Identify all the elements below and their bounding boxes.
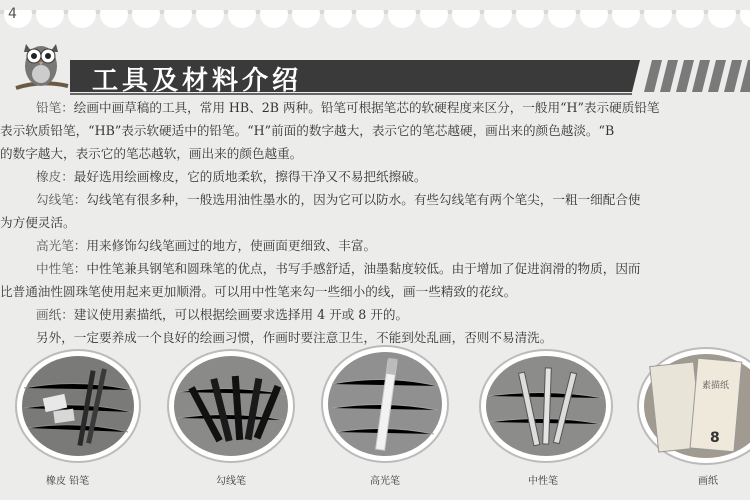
photo-strip — [0, 340, 750, 500]
paragraph-highlight-pen — [0, 234, 750, 257]
caption-liner-pen: 勾线笔 — [216, 476, 246, 487]
drawing-paper-photo — [636, 346, 750, 466]
highlight-pen-photo — [320, 344, 450, 464]
paper-brand: 素描纸 — [702, 381, 730, 391]
scalloped-border — [0, 0, 750, 30]
paragraph-line: 绘画中画草稿的工具，常用 HB、2B 两种。铅笔可根据笔芯的软硬程度来区分，一般用“H”表示硬质铅笔 — [73, 100, 660, 115]
paragraph-line: 用来修饰勾线笔画过的地方，使画面更细致、丰富。 — [86, 238, 377, 253]
paragraph-pencil — [0, 96, 750, 119]
paragraph-line: 勾线笔有很多种，一般选用油性墨水的，因为它可以防水。有些勾线笔有两个笔尖，一粗一细配合使 — [86, 192, 641, 207]
caption-paper: 画纸 — [698, 476, 718, 487]
paragraph-line: 中性笔兼具钢笔和圆珠笔的优点，书写手感舒适，油墨黏度较低。由于增加了促进润滑的物质，因而 — [86, 261, 641, 276]
paragraph-line: 为方便灵活。 — [0, 215, 76, 230]
page-title: 工具及材料介绍 — [92, 66, 303, 96]
paragraph-line: 另外，一定要养成一个良好的绘画习惯，作画时要注意卫生，不能到处乱画，否则不易清洗。 — [36, 330, 553, 345]
paragraph-line: 表示软质铅笔，“HB”表示软硬适中的铅笔。“H”前面的数字越大，表示它的笔芯越硬，画出来的颜色越淡。“B — [0, 123, 615, 138]
eraser-pencil-photo — [14, 348, 142, 464]
paragraph-line: 的数字越大，表示它的笔芯越软，画出来的颜色越重。 — [0, 146, 303, 161]
caption-gel-pen: 中性笔 — [528, 476, 558, 487]
term-label: 画纸： — [36, 307, 74, 322]
paragraph-gel-pen — [0, 257, 750, 280]
paragraph-paper — [0, 303, 750, 326]
paper-size-number: 8 — [710, 430, 720, 446]
owl-icon — [12, 28, 70, 96]
term-label: 高光笔： — [36, 238, 87, 253]
paragraph-line: 最好选用绘画橡皮，它的质地柔软，擦得干净又不易把纸擦破。 — [73, 169, 427, 184]
body-text — [0, 96, 750, 349]
paragraph-line: 比普通油性圆珠笔使用起来更加顺滑。可以用中性笔来勾一些细小的线，画一些精致的花纹。 — [0, 284, 517, 299]
liner-pen-photo — [166, 348, 296, 464]
gel-pen-photo — [478, 348, 614, 464]
term-label: 勾线笔： — [36, 192, 87, 207]
paragraph-line: 建议使用素描纸，可以根据绘画要求选择用 4 开或 8 开的。 — [73, 307, 409, 322]
page-number: 4 — [8, 6, 17, 22]
term-label: 中性笔： — [36, 261, 87, 276]
paragraph-eraser — [0, 165, 750, 188]
caption-highlight-pen: 高光笔 — [370, 476, 400, 487]
paragraph-liner-pen — [0, 188, 750, 211]
caption-eraser-pencil: 橡皮 铅笔 — [46, 476, 90, 487]
term-label: 铅笔： — [36, 100, 74, 115]
term-label: 橡皮： — [36, 169, 74, 184]
